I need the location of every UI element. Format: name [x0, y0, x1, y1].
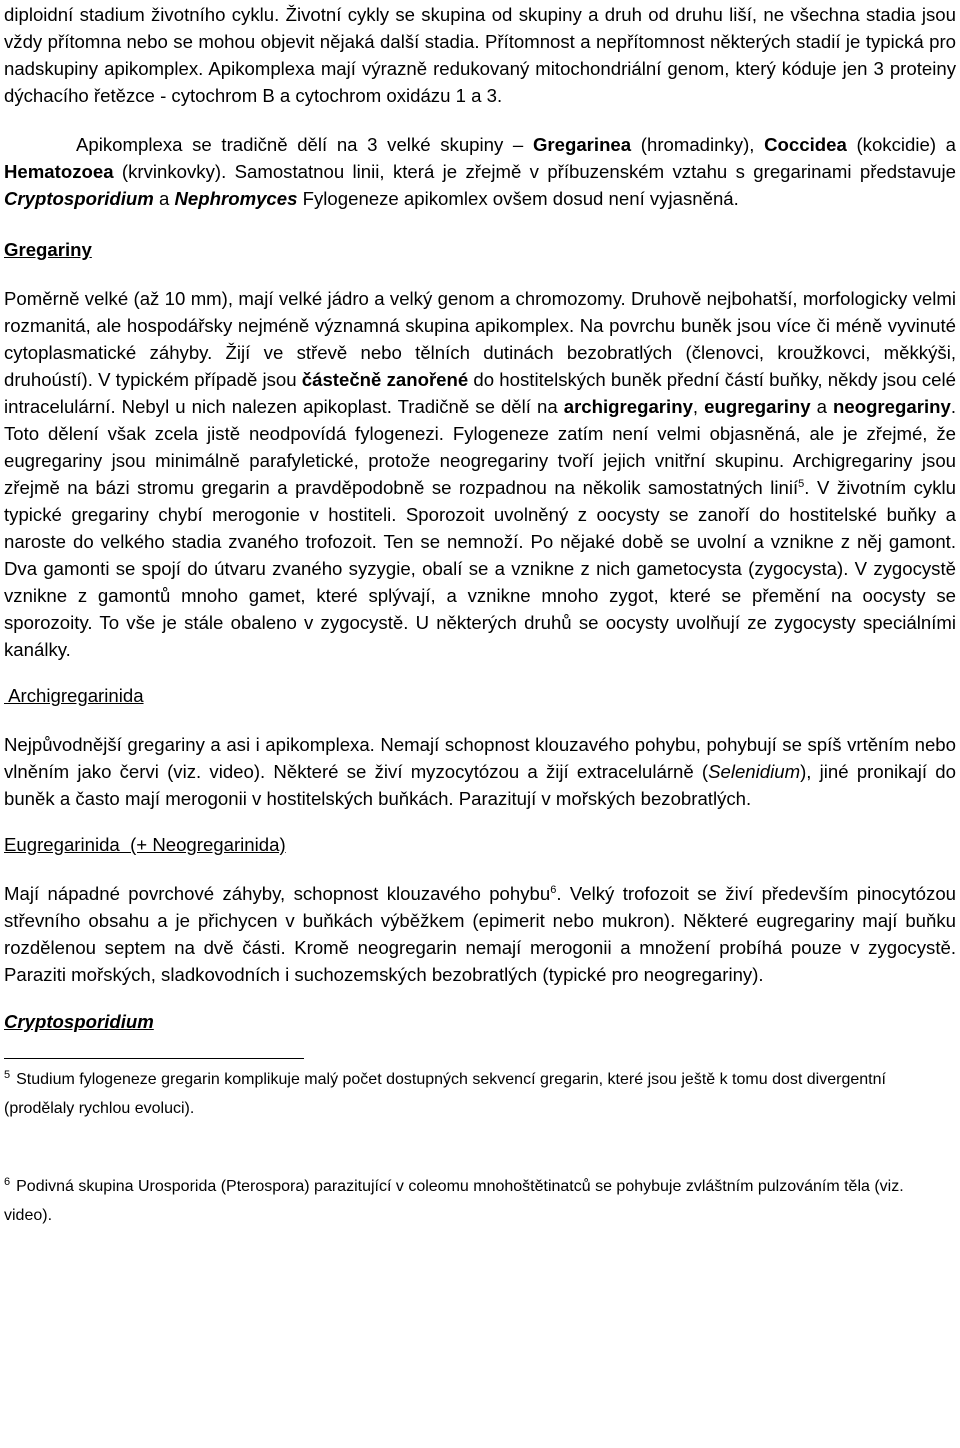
term-selenidium: Selenidium [708, 761, 801, 782]
gregariny-text-6: . Toto dělení však zcela jistě neodpovídá fylogenezi. Fylogeneze zatím není velmi objasněná, ale je zřejmé, že eugregariny jsou minimálně parafyletické, protože neogregariny tvoří jejich vnitřní skupinu. Archigregariny jsou zřejmě na bázi stromu gregarin a pravděpodobně se rozpadnou na několik samostatných linií [4, 396, 956, 498]
heading-gregariny: Gregariny [4, 239, 92, 260]
archi-text-2: ), jiné pronikají do buněk a často mají merogonii v hostitelských buňkách. Parazitují v mořských bezobratlých. [4, 761, 956, 809]
footnote-5 [4, 1065, 956, 1123]
footnote-separator [4, 1058, 304, 1059]
term-coccidea: Coccidea [764, 134, 847, 155]
groups-text-3: (kokcidie) a [846, 134, 957, 155]
term-archigregariny: archigregariny [563, 396, 693, 417]
term-zanorene: zanořené [386, 369, 469, 390]
groups-text-6: Fylogeneze apikomlex ovšem dosud není vyjasněná. [297, 188, 739, 209]
footnote-6-number: 6 [4, 1175, 11, 1188]
groups-text-2: (hromadinky), [631, 134, 765, 155]
groups-text-4: (krvinkovky). Samostatnou linii, která je zřejmě v příbuzenském vztahu s gregarinami představuje [113, 161, 956, 182]
groups-text-5: a [153, 188, 175, 209]
footnote-6 [4, 1172, 956, 1230]
term-nephromyces: Nephromyces [174, 188, 298, 209]
eugregarinida-paragraph [4, 880, 956, 988]
footnote-ref-5[interactable]: 5 [798, 477, 805, 490]
heading-archigregarinida: Archigregarinida [4, 685, 144, 706]
eugreg-text-1: Mají nápadné povrchové záhyby, schopnost klouzavého pohybu [4, 883, 551, 904]
gregariny-paragraph [4, 285, 956, 663]
term-neogregariny: neogregariny [833, 396, 951, 417]
term-hematozoea: Hematozoea [4, 161, 114, 182]
archigregarinida-paragraph [4, 731, 956, 812]
gregariny-text-3: do hostitelských buněk přední částí buňky, někdy jsou celé intracelulární. Nebyl u nich nalezen apikoplast. Tradičně se dělí na [4, 369, 956, 417]
term-eugregariny: eugregariny [704, 396, 811, 417]
heading-eugregarinida: Eugregarinida (+ Neogregarinida) [4, 834, 286, 855]
groups-paragraph [4, 131, 956, 212]
footnote-5-number: 5 [4, 1068, 11, 1081]
term-cryptosporidium: Cryptosporidium [4, 188, 154, 209]
heading-cryptosporidium: Cryptosporidium [4, 1011, 154, 1032]
term-gregarinea: Gregarinea [532, 134, 632, 155]
gregariny-text-7: . V životním cyklu typické gregariny chybí merogonie v hostiteli. Sporozoit uvolněný z oocysty se zanoří do hostitelské buňky a naroste do velkého stadia zvaného trofozoit. Ten se nemnoží. Po nějaké době se uvolní a vznikne z něj gamont. Dva gamonti se spojí do útvaru zvaného syzygie, obalí se a vznikne z nich gametocysta (zygocysta). V zygocystě vznikne z gamontů mnoho gamet, které splývají, a vznikne mnoho zygot, které se přemění na oocysty se sporozoity. To vše je stále obaleno v zygocystě. U některých druhů se oocysty uvolňují ze zygocysty speciálními kanálky. [4, 477, 957, 660]
footnote-6-text: Podivná skupina Urosporida (Pterospora) parazitující v coleomu mnohoštětinatců se pohybuje zvláštním pulzováním těla (viz. video). [4, 1178, 904, 1224]
eugreg-text-2: . Velký trofozoit se živí především pinocytózou střevního obsahu a je přichycen v buňkách výběžkem (epimerit nebo mukron). Některé eugregariny mají buňku rozdělenou septem na dvě části. Kromě neogregarin nemají merogonii a množení probíhá pouze v zygocystě. Paraziti mořských, sladkovodních i suchozemských bezobratlých (typické pro neogregariny). [4, 883, 957, 985]
footnote-5-text: Studium fylogeneze gregarin komplikuje malý počet dostupných sekvencí gregarin, které jsou ještě k tomu dost divergentní (prodělaly rychlou evoluci). [4, 1071, 886, 1117]
footnote-ref-6[interactable]: 6 [550, 883, 557, 896]
intro-paragraph: diploidní stadium životního cyklu. Životní cykly se skupina od skupiny a druh od druhu liší, ne všechna stadia jsou vždy přítomna nebo se mohou objevit nějaká další stadia. Přítomnost a nepřítomnost některých stadií je typická pro nadskupiny apikomplex. Apikomplexa mají výrazně redukovaný mitochondriální genom, který kóduje jen 3 proteiny dýchacího řetězce - cytochrom B a cytochrom oxidázu 1 a 3. [4, 4, 956, 106]
term-castecne: částečně [301, 369, 382, 390]
archi-text-1: Nejpůvodnější gregariny a asi i apikomplexa. Nemají schopnost klouzavého pohybu, pohybují se spíš vrtěním nebo vlněním jako červi (viz. video). Některé se živí myzocytózou a žijí extracelulárně ( [4, 734, 956, 782]
gregariny-text-4: , [692, 396, 705, 417]
document-page [4, 0, 956, 1230]
gregariny-text-5: a [810, 396, 834, 417]
gregariny-text-1: Poměrně velké (až 10 mm), mají velké jádro a velký genom a chromozomy. Druhově nejbohatší, morfologicky velmi rozmanitá, ale hospodářsky nejméně významná skupina apikomplex. Na povrchu buněk jsou více či méně vyvinuté cytoplasmatické záhyby. Žijí ve střevě nebo tělních dutinách bezobratlých (členovci, kroužkovci, měkkýši, druhoústí). V typickém případě jsou [4, 288, 956, 390]
groups-text-1: Apikomplexa se tradičně dělí na 3 velké skupiny – [76, 134, 533, 155]
